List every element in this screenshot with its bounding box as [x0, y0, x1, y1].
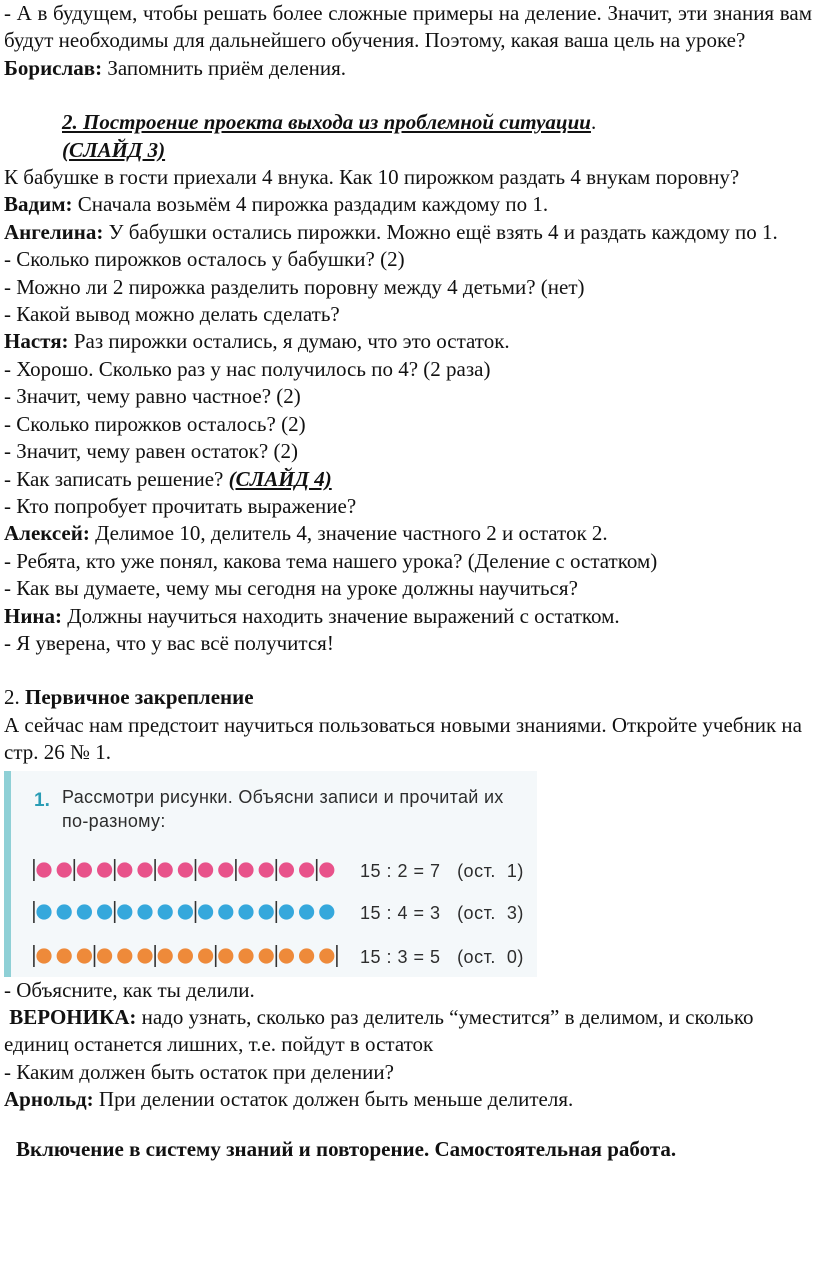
teacher-question: - Как вы думаете, чему мы сегодня на уроке должны научиться? — [4, 576, 578, 601]
counting-dot — [137, 862, 152, 877]
counting-dot — [198, 862, 213, 877]
counting-dot — [319, 862, 334, 877]
counting-dot — [137, 904, 152, 919]
counting-dot — [57, 948, 72, 963]
teacher-question: - Значит, чему равен остаток? (2) — [4, 439, 298, 464]
teacher-question: - Какой вывод можно делать сделать? — [4, 302, 340, 327]
teacher-question: - Сколько пирожков осталось? (2) — [4, 411, 306, 436]
counting-dot — [319, 904, 334, 919]
counting-dot — [117, 948, 132, 963]
counting-dot — [57, 904, 72, 919]
student-answer-nina: Нина: Должны научиться находить значение выражений с остатком. — [4, 603, 620, 628]
textbook-image — [4, 771, 537, 977]
counting-dot — [36, 862, 51, 877]
counting-dot — [218, 904, 233, 919]
teacher-question: - Хорошо. Сколько раз у нас получилось по 4? (2 раза) — [4, 356, 491, 381]
counting-dot — [279, 904, 294, 919]
problem-text: К бабушке в гости приехали 4 внука. Как 10 пирожком раздать 4 внукам поровну? — [4, 165, 740, 190]
counting-dot — [238, 862, 253, 877]
slide-label: (СЛАЙД 3) — [62, 137, 166, 162]
counting-dot — [36, 948, 51, 963]
student-answer-vadim: Вадим: Сначала возьмём 4 пирожка раздадим каждому по 1. — [4, 192, 549, 217]
counting-dot — [279, 862, 294, 877]
task-text: Рассмотри рисунки. Объясни записи и прочитай их по-разному: — [62, 786, 504, 831]
textbook-margin-stripe — [4, 771, 11, 977]
counting-dot — [319, 948, 334, 963]
student-answer-arnold: Арнольд: При делении остаток должен быть меньше делителя. — [4, 1087, 574, 1112]
counting-dot — [97, 862, 112, 877]
counting-dot — [259, 948, 274, 963]
final-heading: Включение в систему знаний и повторение. Самостоятельная работа. — [16, 1136, 677, 1161]
counting-dot — [117, 904, 132, 919]
teacher-question: - Ребята, кто уже понял, какова тема нашего урока? (Деление с остатком) — [4, 548, 658, 573]
counting-dot — [36, 904, 51, 919]
counting-dot — [238, 948, 253, 963]
teacher-question: - Можно ли 2 пирожка разделить поровну между 4 детьми? (нет) — [4, 274, 585, 299]
teacher-question: - Значит, чему равно частное? (2) — [4, 384, 301, 409]
teacher-line: - Я уверена, что у вас всё получится! — [4, 630, 334, 655]
teacher-question: - Кто попробует прочитать выражение? — [4, 493, 357, 518]
counting-dot — [218, 862, 233, 877]
counting-dot — [77, 862, 92, 877]
teacher-line: - А в будущем, чтобы решать более сложные примеры на деление. Значит, эти знания вам будут необходимы для дальнейшего обучения. Поэтому, какая ваша цель на уроке? — [4, 1, 812, 53]
counting-dot — [117, 862, 132, 877]
counting-dot — [198, 948, 213, 963]
slide-ref — [4, 137, 812, 164]
counting-dot — [178, 862, 193, 877]
counting-dot — [178, 948, 193, 963]
counting-dot — [97, 948, 112, 963]
counting-dot — [279, 948, 294, 963]
answer-text: Запомнить приём деления. — [102, 55, 347, 80]
counting-dot — [77, 904, 92, 919]
student-answer-angelina: Ангелина: У бабушки остались пирожки. Можно ещё взять 4 и раздать каждому по 1. — [4, 219, 778, 244]
dot-row-graphic — [30, 857, 350, 883]
counting-dot — [299, 862, 314, 877]
counting-dot — [299, 948, 314, 963]
heading-text: 2. Построение проекта выхода из проблемной ситуации — [62, 110, 591, 135]
teacher-question: - Объясните, как ты делили. — [4, 977, 255, 1002]
counting-dot — [97, 904, 112, 919]
counting-dot — [57, 862, 72, 877]
teacher-question: - Каким должен быть остаток при делении? — [4, 1059, 394, 1084]
counting-dot — [77, 948, 92, 963]
dot-row-graphic — [30, 899, 350, 925]
counting-dot — [259, 862, 274, 877]
counting-dot — [198, 904, 213, 919]
student-answer-veronika: ВЕРОНИКА: надо узнать, сколько раз делитель “уместится” в делимом, и сколько единиц останется лишних, т.е. пойдут в остаток — [4, 1004, 754, 1057]
section-heading: 2. Построение проекта выхода из проблемной ситуации. — [62, 110, 597, 135]
student-answer-borislav — [4, 55, 812, 82]
task-number: 1. — [34, 789, 50, 811]
counting-dot — [158, 904, 173, 919]
speaker-name: Борислав: — [4, 55, 103, 80]
counting-dot — [158, 948, 173, 963]
dot-row-graphic — [30, 943, 350, 969]
teacher-question: - Сколько пирожков осталось у бабушки? (2) — [4, 247, 405, 272]
division-equation: 15 : 2 = 7 (ост. 1) — [360, 860, 524, 881]
counting-dot — [259, 904, 274, 919]
division-equation: 15 : 3 = 5 (ост. 0) — [360, 946, 524, 967]
document-page — [4, 0, 812, 1163]
counting-dot — [178, 904, 193, 919]
student-answer-aleksey: Алексей: Делимое 10, делитель 4, значение частного 2 и остаток 2. — [4, 521, 608, 546]
student-answer-nastya: Настя: Раз пирожки остались, я думаю, что это остаток. — [4, 329, 510, 354]
division-equation: 15 : 4 = 3 (ост. 3) — [360, 902, 524, 923]
counting-dot — [137, 948, 152, 963]
section-heading: 2. Первичное закрепление — [4, 685, 254, 710]
counting-dot — [218, 948, 233, 963]
slide-label: (СЛАЙД 4) — [228, 466, 332, 491]
counting-dot — [238, 904, 253, 919]
heading-text: Первичное закрепление — [25, 685, 254, 710]
teacher-line: А сейчас нам предстоит научиться пользоваться новыми знаниями. Откройте учебник на стр. 26 № 1. — [4, 712, 802, 765]
teacher-question: - Как записать решение? (СЛАЙД 4) — [4, 466, 332, 491]
counting-dot — [299, 904, 314, 919]
counting-dot — [158, 862, 173, 877]
